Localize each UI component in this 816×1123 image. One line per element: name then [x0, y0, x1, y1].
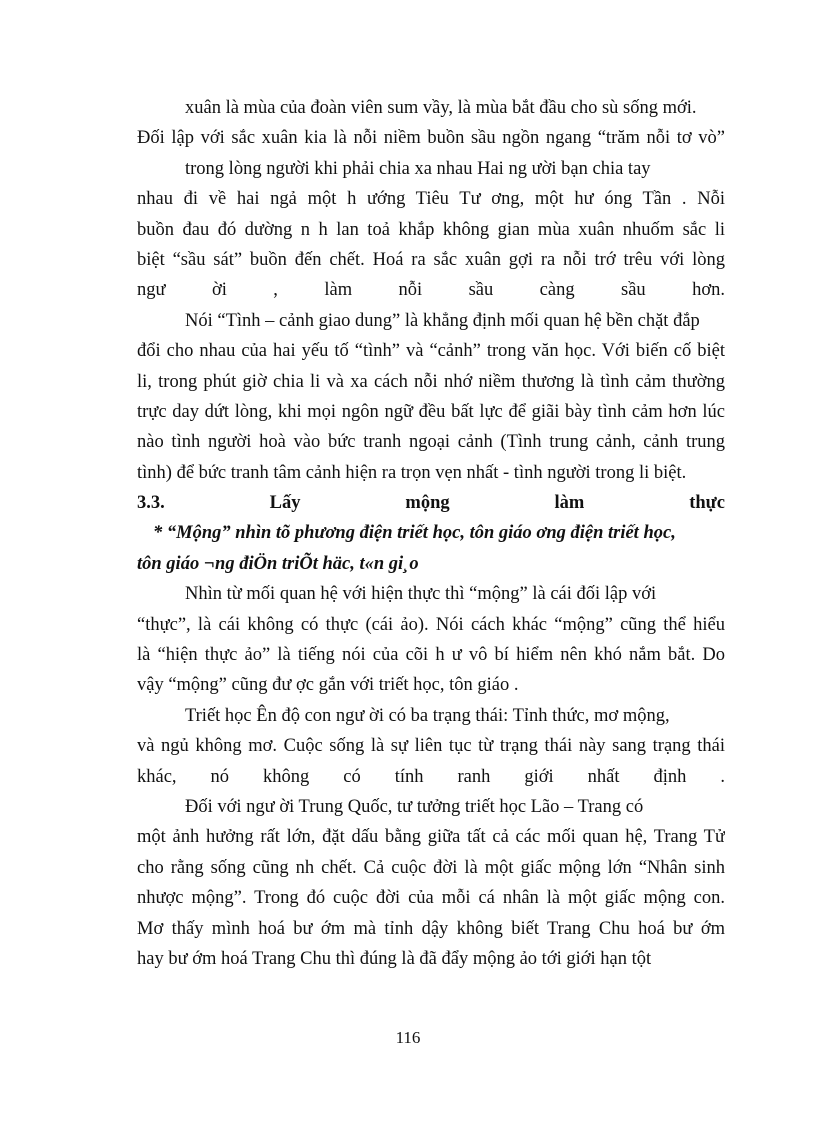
text-line: và ngủ không mơ. Cuộc sống là sự liên tục từ trạng thái này sang trạng thái	[137, 736, 725, 757]
text-line: buồn đau đó dường n h lan toả khắp không gian mùa xuân nhuốm sắc li	[137, 219, 725, 240]
text-line: nào tình người hoà vào bức tranh ngoại cảnh (Tình trung cảnh, cảnh trung	[137, 432, 725, 453]
text-line: li, trong phút giờ chia li và xa cách nỗi nhớ niềm thương là tình cảm thường	[137, 371, 725, 392]
subheading-line: tôn giáo ¬ng điÖn triÕt häc, t«n gi¸o	[137, 553, 419, 574]
document-page	[137, 93, 725, 974]
text-line: Đối với ngư ời Trung Quốc, tư tưởng triết học Lão – Trang có	[185, 796, 644, 817]
text-line: Triết học Ên độ con ngư ời có ba trạng thái: Tỉnh thức, mơ mộng,	[185, 705, 670, 726]
text-line: Nói “Tình – cảnh giao dung” là khẳng định mối quan hệ bền chặt đắp	[185, 310, 700, 331]
text-line: xuân là mùa của đoàn viên sum vầy, là mùa bắt đầu cho sù sống mới.	[185, 98, 697, 118]
text-line: nhau đi về hai ngả một h ướng Tiêu Tư ơng, một hư óng Tần . Nỗi	[137, 189, 725, 210]
text-line: Nhìn từ mối quan hệ với hiện thực thì “mộng” là cái đối lập với	[185, 584, 657, 605]
text-line: Đối lập với sắc xuân kia là nỗi niềm buồn sầu ngồn ngang “trăm nỗi tơ vò”	[137, 128, 725, 149]
text-line: là “hiện thực ảo” là tiếng nói của cõi h ư vô bí hiểm nên khó nắm bắt. Do	[137, 645, 725, 666]
text-line: biệt “sầu sát” buồn đến chết. Hoá ra sắc xuân gợi ra nỗi trớ trêu với lòng	[137, 249, 725, 270]
text-line: trong lòng người khi phải chia xa nhau Hai ng ười bạn chia tay	[185, 158, 651, 179]
text-line: Mơ thấy mình hoá bư ớm mà tỉnh dậy không biết Trang Chu hoá bư ớm	[137, 918, 725, 939]
text-line: nhược mộng”. Trong đó cuộc đời của mỗi cá nhân là một giấc mộng con.	[137, 888, 725, 909]
text-line: cho rằng sống cũng nh chết. Cả cuộc đời là một giấc mộng lớn “Nhân sinh	[137, 857, 725, 878]
text-line: “thực”, là cái không có thực (cái ảo). Nói cách khác “mộng” cũng thể hiểu	[137, 614, 725, 635]
text-line: trực day dứt lòng, khi mọi ngôn ngữ đều bất lực để giãi bày tình cảm hơn lúc	[137, 401, 725, 422]
text-line: vậy “mộng” cũng đư ợc gắn với triết học, tôn giáo .	[137, 675, 519, 696]
text-line: hay bư ớm hoá Trang Chu thì đúng là đã đẩy mộng ảo tới giới hạn tột	[137, 948, 652, 969]
text-line: đổi cho nhau của hai yếu tố “tình” và “cảnh” trong văn học. Với biến cố biệt	[137, 341, 725, 362]
page-number: 116	[395, 1028, 421, 1047]
text-line: ngư ời , làm nỗi sầu càng sầu hơn.	[137, 280, 725, 301]
subheading-line: * “Mộng” nhìn tõ phương điện triết học, tôn giáo ơng điện triết học,	[153, 523, 676, 544]
section-heading: 3.3. Lấy mộng làm thực	[137, 493, 725, 514]
text-line: tình) để bức tranh tâm cảnh hiện ra trọn vẹn nhất - tình người trong li biệt.	[137, 462, 687, 483]
text-line: một ảnh hưởng rất lớn, đặt dấu bằng giữa tất cả các mối quan hệ, Trang Tử	[137, 827, 725, 848]
text-line: khác, nó không có tính ranh giới nhất định .	[137, 766, 725, 787]
